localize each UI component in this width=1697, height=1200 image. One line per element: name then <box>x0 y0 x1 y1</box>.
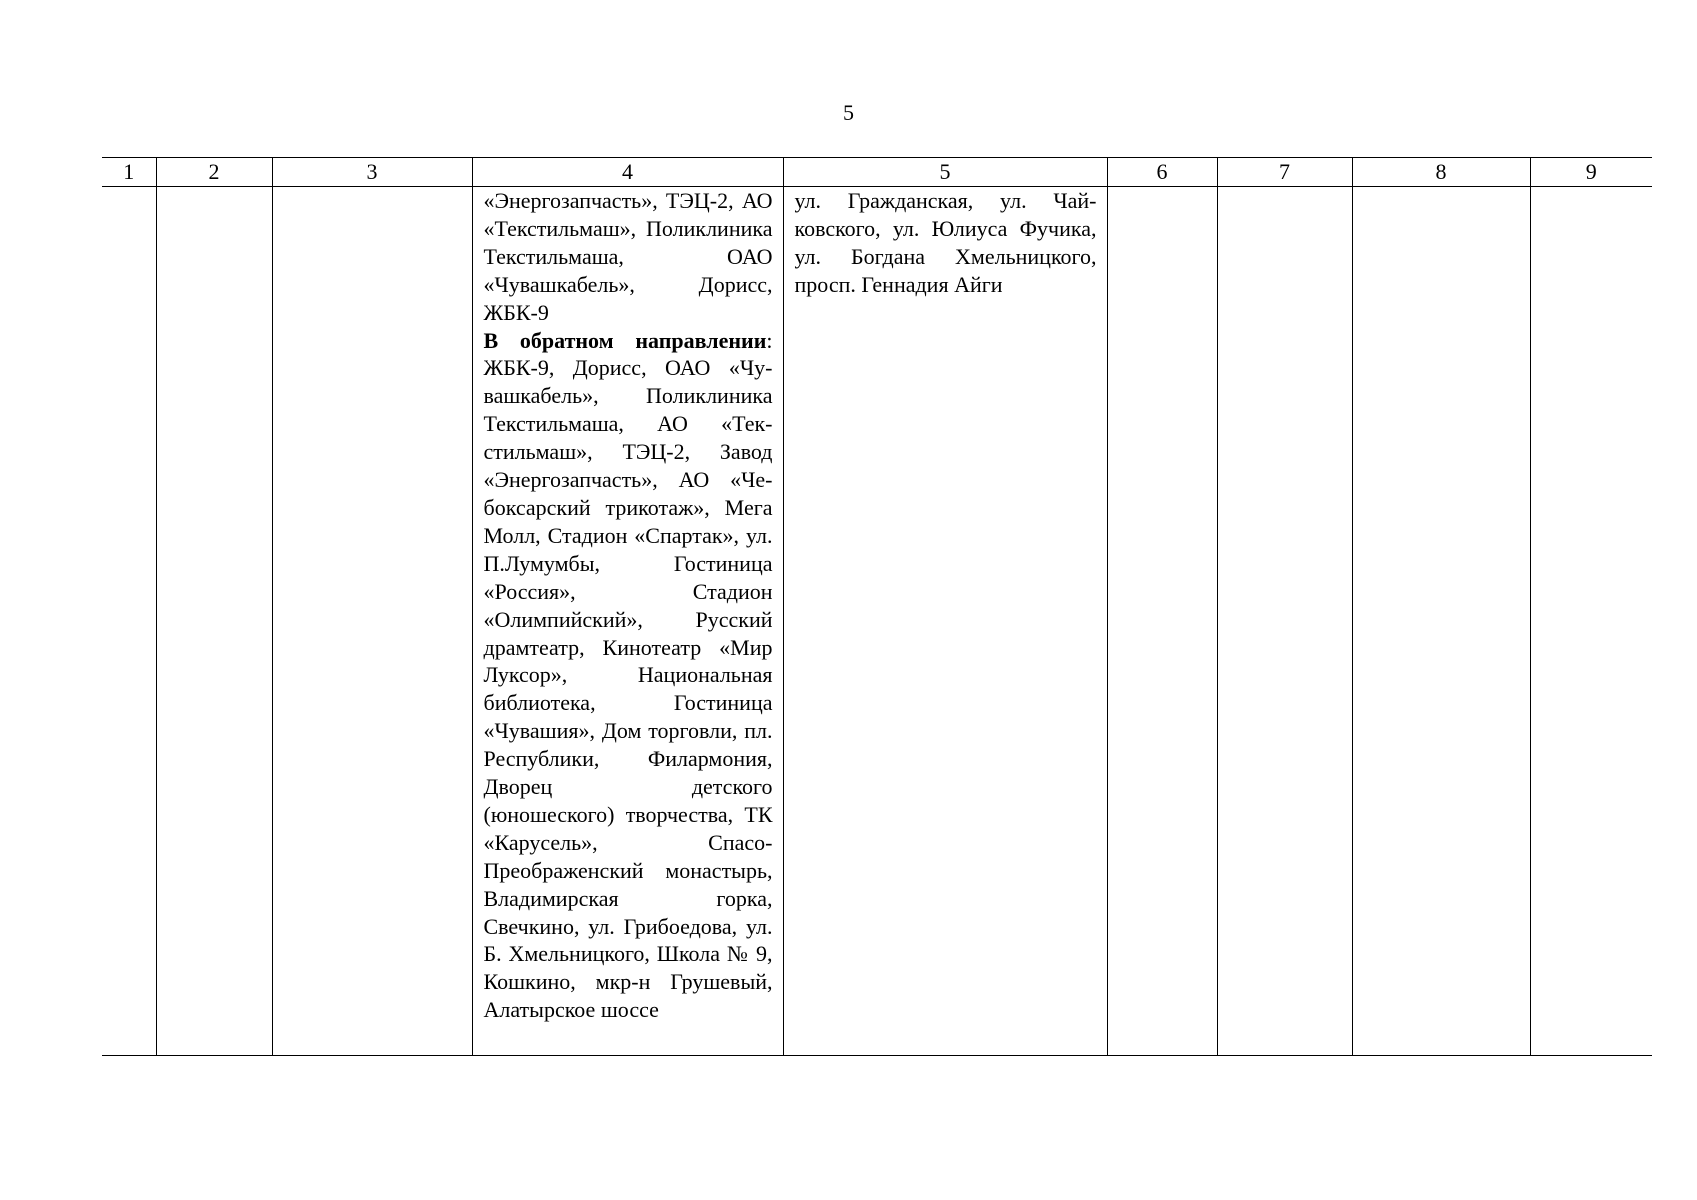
forward-stops: «Энергозапчасть», ТЭЦ-2, АО «Текстильмаш», Поликлиника Текстильмаша, ОАО «Чувашкабель», Дорисс, ЖБК-9 <box>483 188 773 325</box>
cell-col-9 <box>1530 187 1652 1056</box>
column-header-8: 8 <box>1352 158 1530 187</box>
header-row <box>102 158 1652 187</box>
column-header-9: 9 <box>1530 158 1652 187</box>
cell-col-3 <box>272 187 472 1056</box>
cell-col-2 <box>156 187 272 1056</box>
column-header-4: 4 <box>472 158 783 187</box>
route-table <box>102 157 1652 1056</box>
column-header-7: 7 <box>1217 158 1352 187</box>
page-number: 5 <box>843 100 854 125</box>
column-header-2: 2 <box>156 158 272 187</box>
stops-list <box>473 187 783 1024</box>
cell-col-6 <box>1107 187 1217 1056</box>
streets-text: ул. Гражданская, ул. Чайковского, ул. Юлиуса Фучика, ул. Богдана Хмельницкого, просп. Геннадия Айги <box>794 188 1097 297</box>
streets-list <box>784 187 1107 299</box>
reverse-direction-colon: : <box>766 327 773 353</box>
cell-col-1 <box>102 187 156 1056</box>
column-header-1: 1 <box>102 158 156 187</box>
cell-col-7 <box>1217 187 1352 1056</box>
column-header-6: 6 <box>1107 158 1217 187</box>
reverse-direction-paragraph <box>484 327 773 1025</box>
table-row <box>102 187 1652 1056</box>
cell-col-4-stops <box>472 187 783 1056</box>
column-header-5: 5 <box>783 158 1107 187</box>
reverse-direction-heading: В обратном направлении <box>483 327 767 353</box>
cell-col-5-streets <box>783 187 1107 1056</box>
cell-col-8 <box>1352 187 1530 1056</box>
column-header-3: 3 <box>272 158 472 187</box>
reverse-stops: ЖБК-9, Дорисс, ОАО «Чувашкабель», Поликлиника Текстильмаша, АО «Текстильмаш», ТЭЦ-2, Завод «Энергозапчасть», АО «Чебоксарский трикотаж», Мега Молл, Стадион «Спартак», ул. П.Лумумбы, Гостиница «Россия», Стадион «Олимпийский», Русский драмтеатр, Кинотеатр «Мир Луксор», Национальная библиотека, Гостиница «Чувашия», Дом торговли, пл. Республики, Филармония, Дворец детского (юношеского) творчества, ТК «Карусель», Спасо-Преображенский монастырь, Владимирская горка, Свечкино, ул. Грибоедова, ул. Б. Хмельницкого, Школа № 9, Кошкино, мкр-н Грушевый, Алатырское шоссе <box>483 355 773 1023</box>
